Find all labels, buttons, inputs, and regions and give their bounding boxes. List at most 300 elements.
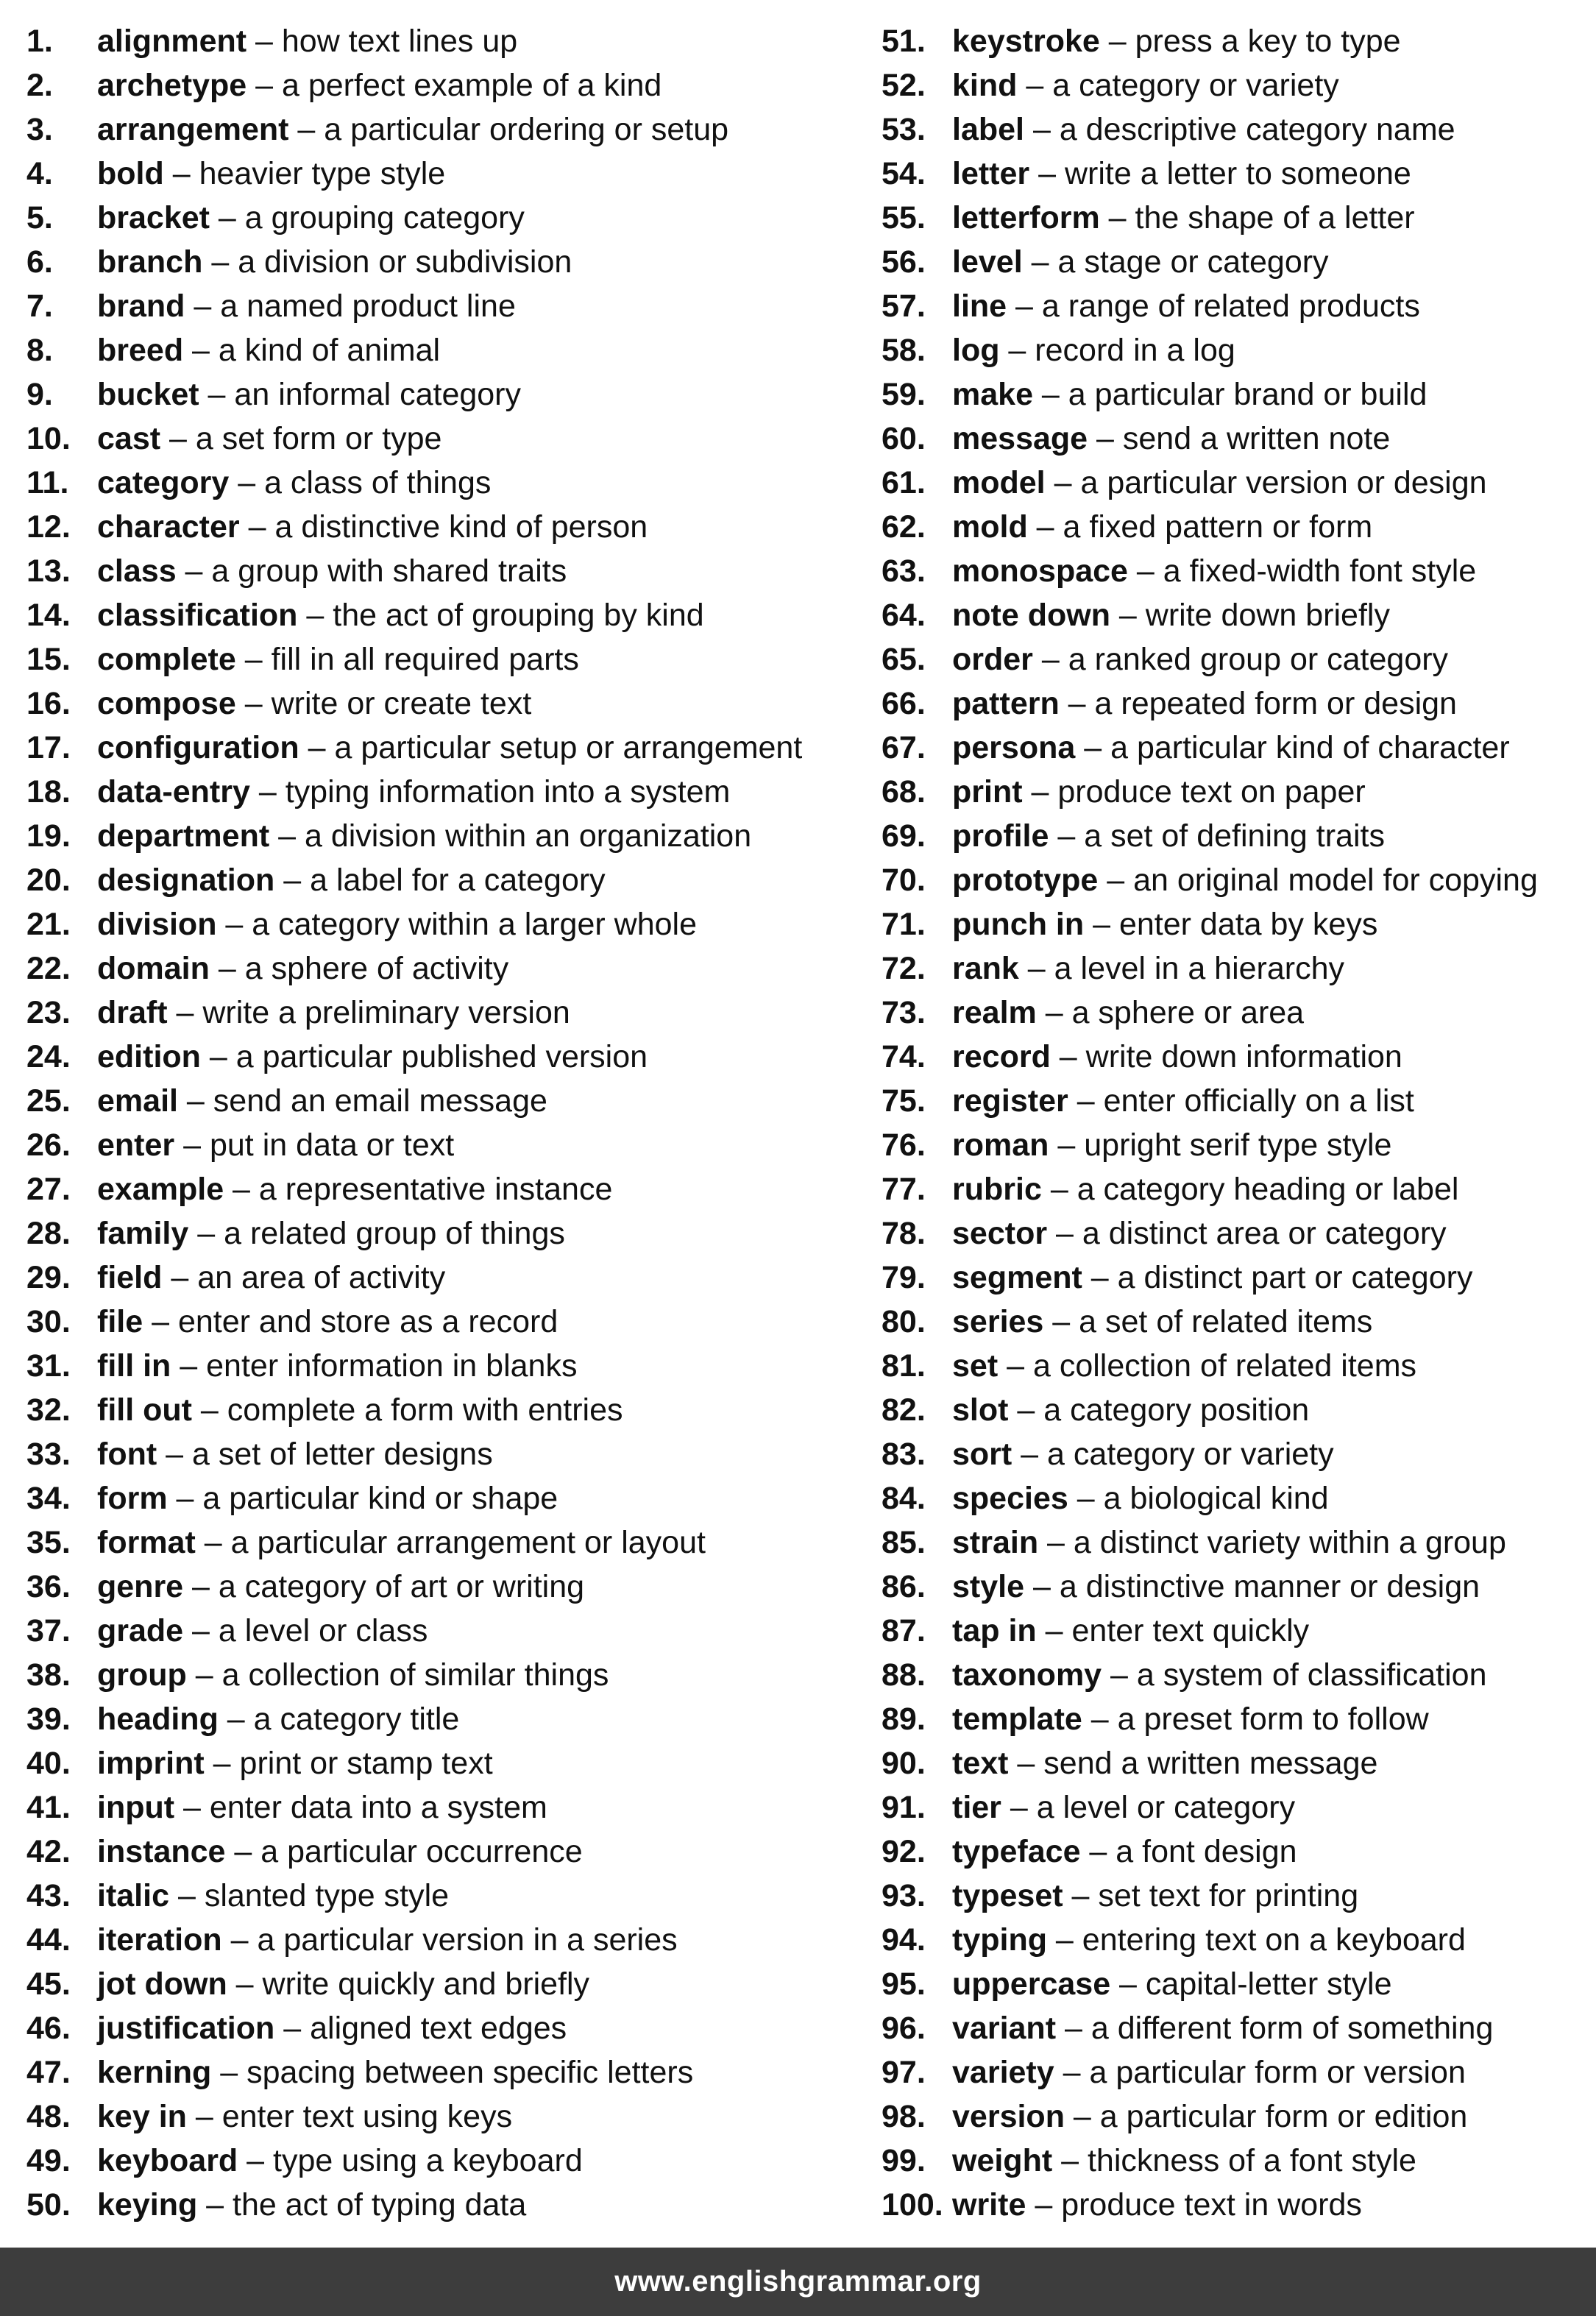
list-item: 71. punch in – enter data by keys	[882, 902, 1588, 946]
entry-number: 9.	[26, 377, 53, 412]
entry-definition: a set of related items	[1079, 1304, 1373, 1339]
entry-number: 4.	[26, 156, 53, 191]
entry-term: instance	[97, 1834, 226, 1869]
entry-term: slot	[952, 1392, 1009, 1428]
list-item: 66. pattern – a repeated form or design	[882, 681, 1588, 726]
entry-number: 30.	[26, 1304, 71, 1339]
list-item: 34. form – a particular kind or shape	[26, 1476, 873, 1520]
entry-definition: enter data by keys	[1118, 907, 1378, 942]
entry-term: punch in	[952, 907, 1085, 942]
list-item: 5. bracket – a grouping category	[26, 196, 873, 240]
entry-definition: a category position	[1043, 1392, 1310, 1428]
entry-definition: enter information in blanks	[206, 1348, 578, 1384]
entry-number: 56.	[882, 244, 926, 280]
list-item: 57. line – a range of related products	[882, 284, 1588, 328]
entry-number: 69.	[882, 818, 926, 854]
entry-term: model	[952, 465, 1046, 500]
entry-definition: a related group of things	[224, 1216, 565, 1251]
entry-definition: send a written message	[1043, 1746, 1378, 1781]
entry-term: monospace	[952, 553, 1128, 589]
entry-definition: the act of typing data	[233, 2187, 527, 2223]
list-item: 30. file – enter and store as a record	[26, 1300, 873, 1344]
entry-term: pattern	[952, 686, 1060, 721]
list-item: 58. log – record in a log	[882, 328, 1588, 372]
entry-number: 34.	[26, 1481, 71, 1516]
list-item: 47. kerning – spacing between specific letters	[26, 2050, 873, 2094]
entry-number: 39.	[26, 1701, 71, 1737]
entry-definition: enter officially on a list	[1103, 1083, 1414, 1119]
entry-definition: write down information	[1085, 1039, 1402, 1074]
entry-definition: a category title	[253, 1701, 460, 1737]
list-item: 90. text – send a written message	[882, 1741, 1588, 1785]
list-item: 88. taxonomy – a system of classification	[882, 1653, 1588, 1697]
list-item: 14. classification – the act of grouping by kind	[26, 593, 873, 637]
entry-definition: write down briefly	[1145, 598, 1390, 633]
entry-definition: an original model for copying	[1133, 863, 1538, 898]
entry-definition: a collection of similar things	[221, 1657, 609, 1693]
entry-definition: a level in a hierarchy	[1054, 951, 1345, 986]
list-item: 6. branch – a division or subdivision	[26, 240, 873, 284]
entry-number: 45.	[26, 1966, 71, 2002]
entry-number: 86.	[882, 1569, 926, 1604]
entry-term: rubric	[952, 1172, 1042, 1207]
entry-definition: a particular occurrence	[260, 1834, 583, 1869]
list-item: 32. fill out – complete a form with entries	[26, 1388, 873, 1432]
list-item: 84. species – a biological kind	[882, 1476, 1588, 1520]
entry-definition: spacing between specific letters	[247, 2055, 694, 2090]
list-item: 61. model – a particular version or design	[882, 461, 1588, 505]
entry-term: mold	[952, 509, 1028, 545]
list-item: 28. family – a related group of things	[26, 1211, 873, 1256]
entry-definition: a kind of animal	[218, 333, 441, 368]
entry-definition: send a written note	[1122, 421, 1391, 456]
entry-number: 66.	[882, 686, 926, 721]
entry-number: 90.	[882, 1746, 926, 1781]
entry-definition: a range of related products	[1041, 288, 1420, 324]
entry-number: 70.	[882, 863, 926, 898]
entry-number: 77.	[882, 1172, 926, 1207]
list-item: 95. uppercase – capital-letter style	[882, 1962, 1588, 2006]
entry-number: 29.	[26, 1260, 71, 1295]
entry-number: 5.	[26, 200, 53, 236]
entry-term: form	[97, 1481, 168, 1516]
list-item: 72. rank – a level in a hierarchy	[882, 946, 1588, 991]
entry-definition: a collection of related items	[1032, 1348, 1417, 1384]
entry-definition: the shape of a letter	[1135, 200, 1415, 236]
entry-definition: write or create text	[271, 686, 532, 721]
entry-number: 20.	[26, 863, 71, 898]
entry-definition: aligned text edges	[310, 2011, 567, 2046]
entry-term: typeset	[952, 1878, 1063, 1913]
entry-number: 59.	[882, 377, 926, 412]
entry-term: branch	[97, 244, 203, 280]
entry-number: 51.	[882, 24, 926, 59]
entry-term: typeface	[952, 1834, 1081, 1869]
entry-term: archetype	[97, 68, 247, 103]
list-item: 79. segment – a distinct part or category	[882, 1256, 1588, 1300]
list-item: 62. mold – a fixed pattern or form	[882, 505, 1588, 549]
entry-number: 36.	[26, 1569, 71, 1604]
entry-number: 55.	[882, 200, 926, 236]
entry-definition: enter text quickly	[1071, 1613, 1310, 1649]
list-item: 31. fill in – enter information in blanks	[26, 1344, 873, 1388]
entry-definition: a particular version or design	[1080, 465, 1487, 500]
list-item: 60. message – send a written note	[882, 417, 1588, 461]
entry-term: record	[952, 1039, 1051, 1074]
entry-definition: a particular form or version	[1089, 2055, 1466, 2090]
footer-banner	[0, 2248, 1596, 2316]
entry-definition: type using a keyboard	[273, 2143, 583, 2178]
entry-number: 53.	[882, 112, 926, 147]
list-item: 20. designation – a label for a category	[26, 858, 873, 902]
entry-number: 47.	[26, 2055, 71, 2090]
entry-number: 82.	[882, 1392, 926, 1428]
entry-number: 99.	[882, 2143, 926, 2178]
entry-definition: enter data into a system	[209, 1790, 547, 1825]
entry-definition: write quickly and briefly	[262, 1966, 590, 2002]
entry-number: 26.	[26, 1127, 71, 1163]
entry-definition: a particular form or edition	[1099, 2099, 1468, 2134]
entry-number: 31.	[26, 1348, 71, 1384]
entry-number: 17.	[26, 730, 71, 765]
entry-term: email	[97, 1083, 178, 1119]
list-item: 93. typeset – set text for printing	[882, 1874, 1588, 1918]
left-word-column	[26, 19, 873, 2227]
entry-definition: a group with shared traits	[211, 553, 567, 589]
entry-number: 93.	[882, 1878, 926, 1913]
entry-term: level	[952, 244, 1023, 280]
list-item: 4. bold – heavier type style	[26, 152, 873, 196]
entry-number: 35.	[26, 1525, 71, 1560]
list-item: 21. division – a category within a larger whole	[26, 902, 873, 946]
entry-term: variant	[952, 2011, 1057, 2046]
entry-term: genre	[97, 1569, 184, 1604]
list-item: 7. brand – a named product line	[26, 284, 873, 328]
entry-number: 16.	[26, 686, 71, 721]
list-item: 35. format – a particular arrangement or layout	[26, 1520, 873, 1565]
entry-number: 57.	[882, 288, 926, 324]
list-item: 27. example – a representative instance	[26, 1167, 873, 1211]
entry-definition: a fixed pattern or form	[1063, 509, 1373, 545]
entry-number: 65.	[882, 642, 926, 677]
entry-definition: entering text on a keyboard	[1082, 1922, 1466, 1958]
entry-definition: a set form or type	[195, 421, 442, 456]
entry-number: 25.	[26, 1083, 71, 1119]
entry-definition: complete a form with entries	[227, 1392, 623, 1428]
entry-number: 48.	[26, 2099, 71, 2134]
list-item: 46. justification – aligned text edges	[26, 2006, 873, 2050]
entry-definition: a particular brand or build	[1068, 377, 1427, 412]
entry-definition: a particular version in a series	[257, 1922, 678, 1958]
entry-number: 83.	[882, 1437, 926, 1472]
entry-number: 72.	[882, 951, 926, 986]
entry-term: set	[952, 1348, 999, 1384]
entry-number: 32.	[26, 1392, 71, 1428]
list-item: 74. record – write down information	[882, 1035, 1588, 1079]
list-item: 11. category – a class of things	[26, 461, 873, 505]
entry-number: 71.	[882, 907, 926, 942]
list-item: 40. imprint – print or stamp text	[26, 1741, 873, 1785]
entry-definition: a distinct part or category	[1117, 1260, 1473, 1295]
entry-definition: a font design	[1116, 1834, 1297, 1869]
entry-definition: a level or class	[218, 1613, 428, 1649]
list-item: 100. write – produce text in words	[882, 2183, 1588, 2227]
entry-term: example	[97, 1172, 224, 1207]
entry-number: 88.	[882, 1657, 926, 1693]
entry-term: data-entry	[97, 774, 250, 810]
entry-definition: a descriptive category name	[1059, 112, 1455, 147]
entry-term: uppercase	[952, 1966, 1111, 2002]
list-item: 67. persona – a particular kind of character	[882, 726, 1588, 770]
entry-term: configuration	[97, 730, 299, 765]
entry-number: 41.	[26, 1790, 71, 1825]
entry-definition: a preset form to follow	[1117, 1701, 1429, 1737]
list-item: 55. letterform – the shape of a letter	[882, 196, 1588, 240]
entry-number: 50.	[26, 2187, 71, 2223]
entry-number: 14.	[26, 598, 71, 633]
list-item: 39. heading – a category title	[26, 1697, 873, 1741]
entry-number: 10.	[26, 421, 71, 456]
list-item: 64. note down – write down briefly	[882, 593, 1588, 637]
entry-number: 23.	[26, 995, 71, 1030]
list-item: 53. label – a descriptive category name	[882, 107, 1588, 152]
list-item: 12. character – a distinctive kind of person	[26, 505, 873, 549]
entry-term: fill in	[97, 1348, 171, 1384]
entry-definition: a distinctive manner or design	[1059, 1569, 1480, 1604]
entry-number: 60.	[882, 421, 926, 456]
list-item: 1. alignment – how text lines up	[26, 19, 873, 63]
entry-term: input	[97, 1790, 175, 1825]
list-item: 50. keying – the act of typing data	[26, 2183, 873, 2227]
entry-term: kind	[952, 68, 1018, 103]
entry-definition: a representative instance	[258, 1172, 613, 1207]
entry-definition: upright serif type style	[1084, 1127, 1392, 1163]
entry-number: 73.	[882, 995, 926, 1030]
entry-term: format	[97, 1525, 196, 1560]
entry-term: strain	[952, 1525, 1039, 1560]
entry-number: 68.	[882, 774, 926, 810]
entry-definition: typing information into a system	[285, 774, 731, 810]
list-item: 22. domain – a sphere of activity	[26, 946, 873, 991]
entry-number: 11.	[26, 465, 69, 500]
entry-definition: write a letter to someone	[1064, 156, 1411, 191]
entry-number: 81.	[882, 1348, 926, 1384]
entry-definition: send an email message	[213, 1083, 547, 1119]
entry-term: label	[952, 112, 1024, 147]
entry-number: 74.	[882, 1039, 926, 1074]
entry-number: 92.	[882, 1834, 926, 1869]
entry-term: justification	[97, 2011, 275, 2046]
entry-term: kerning	[97, 2055, 212, 2090]
entry-definition: enter and store as a record	[177, 1304, 558, 1339]
list-item: 17. configuration – a particular setup or arrangement	[26, 726, 873, 770]
entry-definition: a category or variety	[1047, 1437, 1334, 1472]
list-item: 10. cast – a set form or type	[26, 417, 873, 461]
list-item: 18. data-entry – typing information into a system	[26, 770, 873, 814]
entry-number: 64.	[882, 598, 926, 633]
entry-term: keying	[97, 2187, 198, 2223]
entry-term: species	[952, 1481, 1068, 1516]
entry-term: segment	[952, 1260, 1082, 1295]
entry-definition: slanted type style	[204, 1878, 450, 1913]
entry-term: alignment	[97, 24, 247, 59]
entry-term: letterform	[952, 200, 1100, 236]
entry-number: 46.	[26, 2011, 71, 2046]
entry-term: tap in	[952, 1613, 1037, 1649]
entry-definition: write a preliminary version	[202, 995, 570, 1030]
entry-number: 75.	[882, 1083, 926, 1119]
list-item: 42. instance – a particular occurrence	[26, 1830, 873, 1874]
entry-term: series	[952, 1304, 1044, 1339]
list-item: 78. sector – a distinct area or category	[882, 1211, 1588, 1256]
entry-term: bucket	[97, 377, 199, 412]
entry-number: 40.	[26, 1746, 71, 1781]
entry-term: bold	[97, 156, 164, 191]
entry-definition: print or stamp text	[239, 1746, 493, 1781]
entry-term: complete	[97, 642, 236, 677]
entry-definition: a particular kind or shape	[202, 1481, 558, 1516]
entry-definition: a repeated form or design	[1094, 686, 1457, 721]
entry-term: line	[952, 288, 1007, 324]
entry-number: 96.	[882, 2011, 926, 2046]
entry-number: 18.	[26, 774, 71, 810]
list-item: 94. typing – entering text on a keyboard	[882, 1918, 1588, 1962]
entry-term: profile	[952, 818, 1049, 854]
entry-term: template	[952, 1701, 1082, 1737]
list-item: 41. input – enter data into a system	[26, 1785, 873, 1830]
entry-definition: put in data or text	[209, 1127, 455, 1163]
entry-term: compose	[97, 686, 236, 721]
entry-definition: fill in all required parts	[271, 642, 579, 677]
entry-definition: a biological kind	[1103, 1481, 1329, 1516]
entry-number: 13.	[26, 553, 71, 589]
list-item: 3. arrangement – a particular ordering or setup	[26, 107, 873, 152]
entry-term: weight	[952, 2143, 1053, 2178]
right-word-column	[882, 19, 1588, 2227]
list-item: 9. bucket – an informal category	[26, 372, 873, 417]
entry-number: 27.	[26, 1172, 71, 1207]
entry-definition: a particular setup or arrangement	[334, 730, 803, 765]
entry-term: message	[952, 421, 1088, 456]
entry-term: italic	[97, 1878, 169, 1913]
list-item: 92. typeface – a font design	[882, 1830, 1588, 1874]
entry-definition: a class of things	[264, 465, 492, 500]
list-item: 69. profile – a set of defining traits	[882, 814, 1588, 858]
entry-number: 79.	[882, 1260, 926, 1295]
entry-definition: set text for printing	[1098, 1878, 1359, 1913]
entry-definition: a sphere or area	[1071, 995, 1305, 1030]
entry-term: order	[952, 642, 1033, 677]
entry-definition: a label for a category	[310, 863, 606, 898]
list-item: 48. key in – enter text using keys	[26, 2094, 873, 2139]
entry-definition: a category of art or writing	[218, 1569, 585, 1604]
entry-number: 2.	[26, 68, 53, 103]
entry-number: 84.	[882, 1481, 926, 1516]
entry-term: sort	[952, 1437, 1012, 1472]
list-item: 70. prototype – an original model for copying	[882, 858, 1588, 902]
entry-definition: produce text on paper	[1057, 774, 1366, 810]
entry-definition: a particular kind of character	[1110, 730, 1510, 765]
entry-definition: the act of grouping by kind	[333, 598, 704, 633]
entry-term: version	[952, 2099, 1065, 2134]
entry-definition: a fixed-width font style	[1163, 553, 1477, 589]
entry-definition: a category heading or label	[1077, 1172, 1459, 1207]
entry-term: arrangement	[97, 112, 289, 147]
list-item: 91. tier – a level or category	[882, 1785, 1588, 1830]
entry-term: department	[97, 818, 270, 854]
entry-number: 12.	[26, 509, 71, 545]
entry-term: rank	[952, 951, 1019, 986]
entry-number: 85.	[882, 1525, 926, 1560]
entry-number: 21.	[26, 907, 71, 942]
entry-number: 54.	[882, 156, 926, 191]
entry-term: cast	[97, 421, 161, 456]
entry-term: file	[97, 1304, 143, 1339]
entry-definition: heavier type style	[199, 156, 446, 191]
entry-definition: a set of defining traits	[1084, 818, 1385, 854]
entry-term: text	[952, 1746, 1009, 1781]
entry-number: 24.	[26, 1039, 71, 1074]
entry-definition: an area of activity	[197, 1260, 446, 1295]
entry-number: 61.	[882, 465, 926, 500]
entry-definition: thickness of a font style	[1087, 2143, 1416, 2178]
list-item: 99. weight – thickness of a font style	[882, 2139, 1588, 2183]
entry-definition: a set of letter designs	[191, 1437, 493, 1472]
entry-definition: a division or subdivision	[238, 244, 572, 280]
list-item: 45. jot down – write quickly and briefly	[26, 1962, 873, 2006]
list-item: 44. iteration – a particular version in a series	[26, 1918, 873, 1962]
entry-number: 1.	[26, 24, 53, 59]
entry-number: 8.	[26, 333, 53, 368]
entry-term: keyboard	[97, 2143, 238, 2178]
entry-term: imprint	[97, 1746, 205, 1781]
entry-number: 98.	[882, 2099, 926, 2134]
list-item: 68. print – produce text on paper	[882, 770, 1588, 814]
entry-number: 94.	[882, 1922, 926, 1958]
list-item: 2. archetype – a perfect example of a kind	[26, 63, 873, 107]
entry-term: class	[97, 553, 177, 589]
list-item: 81. set – a collection of related items	[882, 1344, 1588, 1388]
list-item: 8. breed – a kind of animal	[26, 328, 873, 372]
entry-term: edition	[97, 1039, 201, 1074]
entry-number: 63.	[882, 553, 926, 589]
entry-term: register	[952, 1083, 1068, 1119]
entry-term: designation	[97, 863, 275, 898]
list-item: 80. series – a set of related items	[882, 1300, 1588, 1344]
entry-term: domain	[97, 951, 210, 986]
entry-term: note down	[952, 598, 1110, 633]
list-item: 43. italic – slanted type style	[26, 1874, 873, 1918]
entry-number: 7.	[26, 288, 53, 324]
entry-definition: a sphere of activity	[244, 951, 509, 986]
list-item: 59. make – a particular brand or build	[882, 372, 1588, 417]
entry-term: brand	[97, 288, 185, 324]
entry-definition: a named product line	[220, 288, 516, 324]
list-item: 97. variety – a particular form or version	[882, 2050, 1588, 2094]
entry-term: field	[97, 1260, 163, 1295]
entry-number: 3.	[26, 112, 53, 147]
entry-term: draft	[97, 995, 168, 1030]
entry-term: write	[952, 2187, 1026, 2223]
entry-term: iteration	[97, 1922, 222, 1958]
list-item: 16. compose – write or create text	[26, 681, 873, 726]
entry-number: 42.	[26, 1834, 71, 1869]
entry-term: log	[952, 333, 1000, 368]
entry-number: 87.	[882, 1613, 926, 1649]
entry-number: 89.	[882, 1701, 926, 1737]
list-item: 86. style – a distinctive manner or design	[882, 1565, 1588, 1609]
list-item: 73. realm – a sphere or area	[882, 991, 1588, 1035]
